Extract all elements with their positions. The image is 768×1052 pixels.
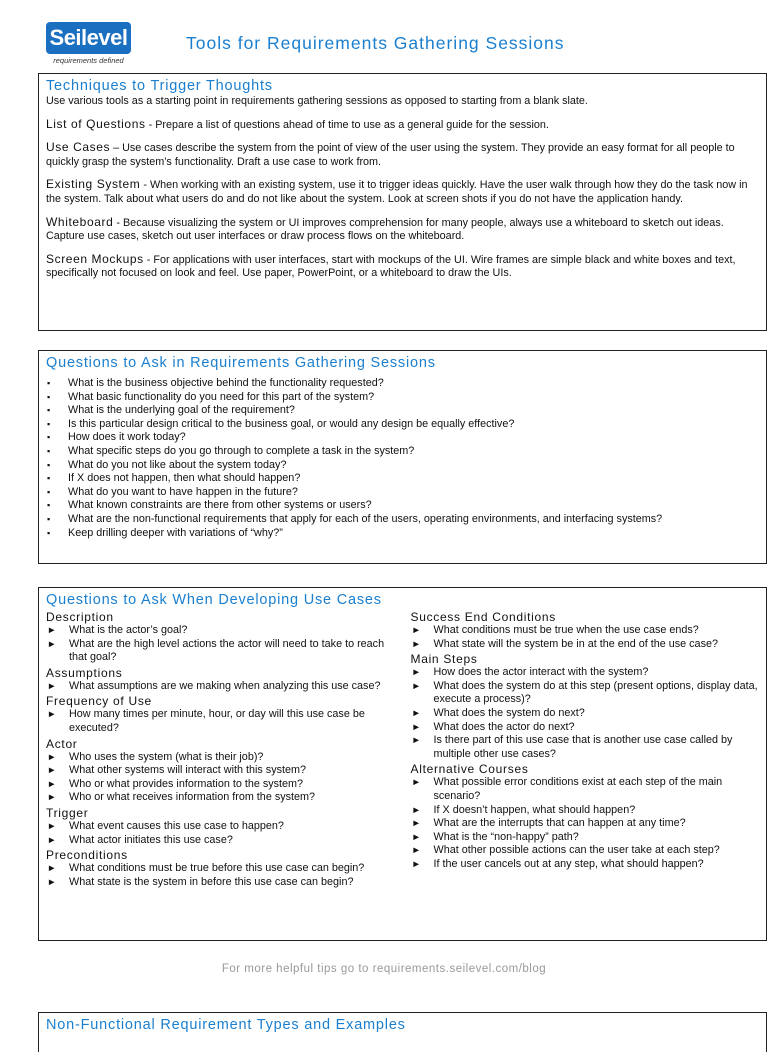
footer-link[interactable]: For more helpful tips go to requirements.seilevel.com/blog [221,963,547,975]
list-item: ▪ What is the underlying goal of the requirement? [46,404,759,418]
list-item: ► What possible error conditions exist at each step of the main scenario? [411,776,760,803]
technique-term: Use Cases [46,140,111,155]
technique-item [46,178,759,206]
technique-description: Prepare a list of questions ahead of time to use as a general guide for the session. [155,118,549,131]
technique-term: List of Questions [46,116,146,131]
non-functional-panel [38,1012,767,1052]
list-item: ► What conditions must be true when the use case ends? [411,624,760,638]
list-item: ► Is there part of this use case that is another use case called by multiple other use cases? [411,734,760,761]
section-list [46,708,395,735]
section-heading: Trigger [46,805,89,820]
techniques-panel [38,73,767,331]
page-title: Tools for Requirements Gathering Sessions [186,33,565,53]
section-heading: Alternative Courses [410,762,529,777]
list-item: ▪ What specific steps do you go through to complete a task in the system? [46,445,759,459]
section-list [46,680,395,694]
section-heading: Success End Conditions [410,610,556,624]
list-item: ► What other systems will interact with this system? [46,764,395,778]
section-heading: Main Steps [410,652,478,667]
list-item: ► What state is the system in before this use case can begin? [46,876,395,890]
technique-item [46,253,759,281]
technique-item [46,118,759,133]
list-item: ► What is the “non-happy” path? [411,831,760,845]
technique-item [46,216,759,244]
list-item: ► What assumptions are we making when analyzing this use case? [46,680,395,694]
logo-wordmark: Seilevel [46,22,131,54]
list-item: ► What other possible actions can the user take at each step? [411,844,760,858]
list-item: ► What state will the system be in at the end of the use case? [411,638,760,652]
technique-description: For applications with user interfaces, start with mockups of the UI. Wire frames are simple black and white boxes and text, specifically not focused on look and feel. Use paper, PowerPoint, or a whiteboard to draw the UIs. [46,253,736,280]
list-item: ► If X doesn’t happen, what should happen? [411,804,760,818]
list-item: ▪ What basic functionality do you need for this part of the system? [46,391,759,405]
section-list [411,666,760,761]
panel-title: Questions to Ask When Developing Use Cases [46,592,382,608]
section-list [46,624,395,665]
list-item: ► What does the actor do next? [411,721,760,735]
technique-list [46,118,759,281]
section-list [46,820,395,847]
use-case-questions-panel [38,587,767,941]
section-list [411,776,760,871]
list-item: ► If the user cancels out at any step, what should happen? [411,858,760,872]
section-heading: Description [46,610,114,624]
term-separator: - [140,179,150,192]
section-heading: Assumptions [46,665,123,680]
list-item: ► Who uses the system (what is their job)? [46,751,395,765]
term-separator: - [143,253,154,266]
term-separator: - [113,216,123,229]
left-column [46,609,395,889]
list-item: ► What does the system do next? [411,707,760,721]
section-list [46,751,395,805]
list-item: ▪ What are the non-functional requirements that apply for each of the users, operating environments, and interfacing systems? [46,513,759,527]
list-item: ▪ What do you not like about the system today? [46,459,759,473]
list-item: ► What does the system do at this step (present options, display data, execute a process)? [411,680,760,707]
technique-term: Screen Mockups [46,251,144,266]
section-heading: Actor [46,736,78,751]
intro-text: Use various tools as a starting point in requirements gathering sessions as opposed to starting from a blank slate. [46,95,588,107]
list-item: ► What are the high level actions the actor will need to take to reach that goal? [46,638,395,665]
panel-title: Techniques to Trigger Thoughts [46,78,273,94]
term-separator: - [145,118,156,131]
list-item: ► What actor initiates this use case? [46,834,395,848]
questions-panel [38,350,767,564]
list-item: ▪ What do you want to have happen in the future? [46,486,759,500]
list-item: ▪ How does it work today? [46,431,759,445]
list-item: ► What is the actor’s goal? [46,624,395,638]
list-item: ► Who or what receives information from the system? [46,791,395,805]
list-item: ► What are the interrupts that can happen at any time? [411,817,760,831]
logo-tagline: requirements defined [53,56,124,65]
right-column [411,609,760,889]
technique-description: Use cases describe the system from the point of view of the user using the system. They provide an easy format for all people to quickly grasp the system’s functionality. Draft a use case to work from. [46,142,735,168]
list-item: ► What event causes this use case to happen? [46,820,395,834]
section-list [46,862,395,889]
seilevel-logo [46,22,131,64]
technique-term: Existing System [46,177,141,192]
technique-description: Because visualizing the system or UI improves comprehension for many people, always use a whiteboard to sketch out ideas. Capture use cases, sketch out user interfaces or draw process flows on the whiteboard. [46,216,724,243]
term-separator: – [110,142,123,155]
question-list [46,377,759,540]
list-item: ► What conditions must be true before this use case can begin? [46,862,395,876]
section-heading: Frequency of Use [46,694,152,709]
page-header [0,0,768,75]
list-item: ▪ If X does not happen, then what should happen? [46,472,759,486]
technique-term: Whiteboard [46,214,114,229]
list-item: ► How many times per minute, hour, or day will this use case be executed? [46,708,395,735]
list-item: ► Who or what provides information to the system? [46,778,395,792]
panel-title: Questions to Ask in Requirements Gathering Sessions [46,355,436,371]
list-item: ▪ Is this particular design critical to the business goal, or would any design be equally effective? [46,418,759,432]
technique-description: When working with an existing system, use it to trigger ideas quickly. Have the user walk through how they do the task now in the system. Talk about what users do and do not like about the system. Look at screen shots if you do not have the application handy. [46,179,748,205]
section-list [411,624,760,651]
list-item: ▪ What known constraints are there from other systems or users? [46,499,759,513]
list-item: ▪ Keep drilling deeper with variations of “why?” [46,527,759,541]
technique-item [46,141,759,169]
list-item: ▪ What is the business objective behind the functionality requested? [46,377,759,391]
section-heading: Preconditions [46,848,128,863]
list-item: ► How does the actor interact with the system? [411,666,760,680]
panel-title: Non-Functional Requirement Types and Examples [46,1017,406,1033]
